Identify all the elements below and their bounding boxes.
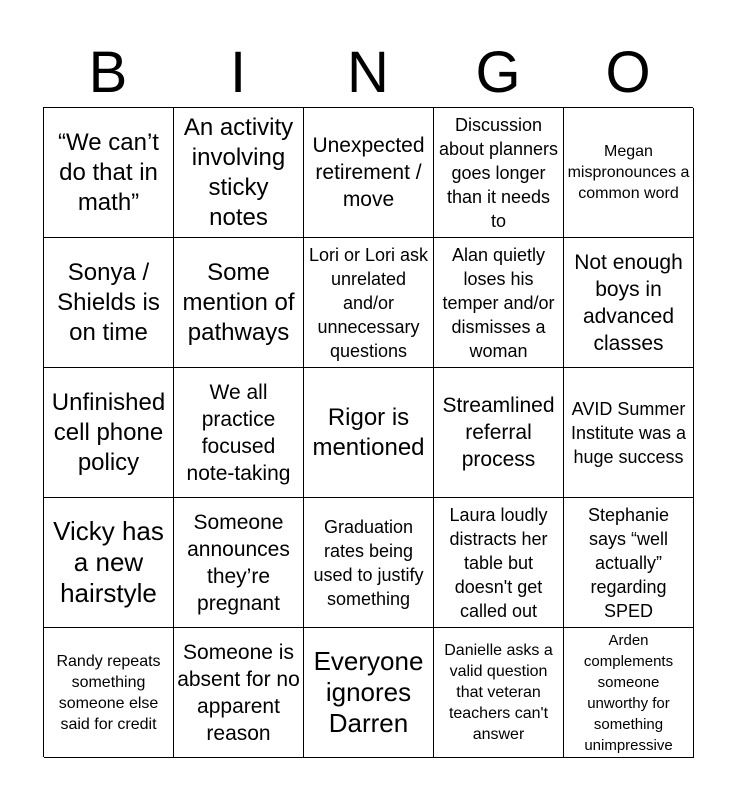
header-letter-g: G: [475, 40, 521, 105]
bingo-cell-r3-c1[interactable]: [174, 498, 304, 628]
header-letter-o: O: [605, 40, 651, 105]
cell-text: Streamlined referral process: [442, 394, 555, 471]
bingo-board: [43, 107, 693, 757]
bingo-cell-r4-c2[interactable]: [304, 628, 434, 758]
cell-text: We all practice focused note-taking: [186, 380, 291, 485]
cell-text: Graduation rates being used to justify something: [313, 516, 424, 609]
cell-text: Lori or Lori ask unrelated and/or unnecessary questions: [308, 244, 429, 361]
bingo-cell-r3-c3[interactable]: [434, 498, 564, 628]
cell-text: Someone is absent for no apparent reason: [177, 640, 300, 745]
bingo-cell-r0-c0[interactable]: [44, 108, 174, 238]
bingo-cell-r0-c2[interactable]: [304, 108, 434, 238]
bingo-cell-r1-c3[interactable]: [434, 238, 564, 368]
cell-text: Randy repeats something someone else said for credit: [56, 652, 161, 733]
cell-text: Unexpected retirement / move: [312, 134, 425, 211]
bingo-cell-r3-c2[interactable]: [304, 498, 434, 628]
bingo-cell-r4-c1[interactable]: [174, 628, 304, 758]
header-letter-b: B: [88, 40, 128, 105]
cell-text: Vicky has a new hairstyle: [53, 516, 164, 608]
bingo-cell-r0-c1[interactable]: [174, 108, 304, 238]
bingo-cell-r4-c4[interactable]: [564, 628, 694, 758]
bingo-cell-r1-c1[interactable]: [174, 238, 304, 368]
cell-text: Laura loudly distracts her table but doesn't get called out: [449, 504, 548, 621]
bingo-cell-r0-c3[interactable]: [434, 108, 564, 238]
bingo-header: [43, 40, 693, 106]
cell-text: Someone announces they’re pregnant: [187, 510, 290, 615]
bingo-cell-r1-c0[interactable]: [44, 238, 174, 368]
bingo-cell-r2-c4[interactable]: [564, 368, 694, 498]
bingo-cell-r2-c0[interactable]: [44, 368, 174, 498]
bingo-cell-r2-c3[interactable]: [434, 368, 564, 498]
cell-text: Discussion about planners goes longer than it needs to: [438, 114, 559, 231]
bingo-cell-r1-c2[interactable]: [304, 238, 434, 368]
bingo-cell-r1-c4[interactable]: [564, 238, 694, 368]
cell-text: Stephanie says “well actually” regarding SPED: [587, 504, 670, 621]
cell-text: Sonya / Shields is on time: [57, 258, 160, 346]
header-letter-i: I: [229, 40, 247, 105]
bingo-cell-r2-c1[interactable]: [174, 368, 304, 498]
cell-text: Rigor is mentioned: [312, 403, 425, 461]
header-letter-n: N: [347, 40, 389, 105]
cell-text: Danielle asks a valid question that veteran teachers can't answer: [444, 642, 553, 743]
cell-text: “We can’t do that in math”: [58, 128, 159, 216]
cell-text: An activity involving sticky notes: [183, 113, 294, 231]
cell-text: Everyone ignores Darren: [313, 646, 424, 738]
bingo-cell-r0-c4[interactable]: [564, 108, 694, 238]
cell-text: Some mention of pathways: [182, 258, 295, 346]
bingo-cell-r4-c0[interactable]: [44, 628, 174, 758]
cell-text: Unfinished cell phone policy: [51, 388, 166, 476]
cell-text: Arden complements someone unworthy for something unimpressive: [583, 631, 674, 754]
bingo-cell-r2-c2[interactable]: [304, 368, 434, 498]
cell-text: AVID Summer Institute was a huge success: [570, 398, 687, 467]
bingo-cell-r3-c4[interactable]: [564, 498, 694, 628]
cell-text: Megan mispronounces a common word: [567, 143, 690, 202]
cell-text: Alan quietly loses his temper and/or dismisses a woman: [442, 244, 555, 361]
bingo-cell-r3-c0[interactable]: [44, 498, 174, 628]
bingo-cell-r4-c3[interactable]: [434, 628, 564, 758]
cell-text: Not enough boys in advanced classes: [574, 250, 683, 355]
